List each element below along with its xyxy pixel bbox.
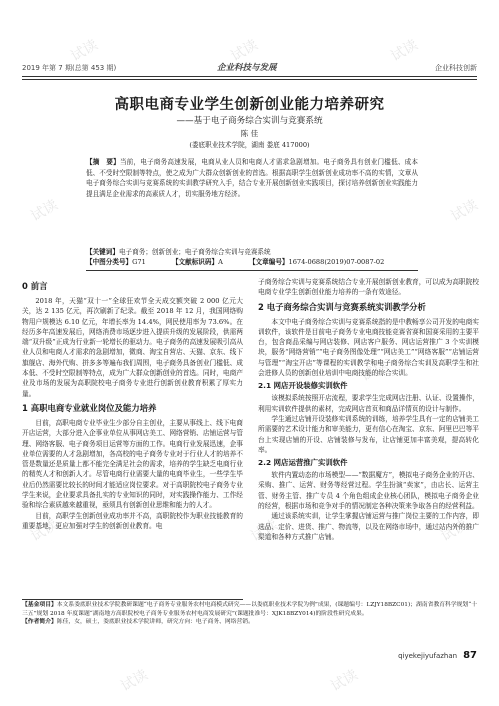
- watermark-text: 试读: [28, 196, 61, 225]
- author-bio-label: 【作者简介】: [22, 619, 57, 626]
- watermark-text: 试读: [388, 36, 421, 65]
- article-no-label: 【文章编号】: [248, 258, 289, 266]
- header-rule: [22, 76, 477, 77]
- paragraph: 该模拟系统按照开店流程，要求学生完成网店注册、认证、设置操作，利用实训软件提供的素材，完成网店首页和商品详情页的设计与制作。: [258, 394, 479, 413]
- author-bio-text: 陈佳，女，硕士，娄底职业技术学院讲师，研究方向：电子商务、网络营销。: [56, 619, 254, 626]
- watermark-text: 试读: [448, 196, 481, 225]
- subsection-heading: 2.1 网店开设装修实训软件: [258, 381, 348, 391]
- section-name: 企业科技创新: [435, 64, 477, 72]
- keywords: [86, 247, 418, 257]
- abstract-rule: [86, 270, 418, 271]
- watermark-text: 试读: [28, 516, 61, 545]
- watermark-text: 试读: [438, 516, 471, 545]
- footnote-rule: [22, 599, 243, 600]
- watermark-text: 试读: [228, 36, 261, 65]
- watermark-text: 试读: [68, 36, 101, 65]
- header-rule-thin: [22, 79, 477, 80]
- left-column: [22, 277, 243, 531]
- abstract-label: 【摘 要】: [86, 158, 120, 166]
- keywords-label: 【关键词】: [86, 248, 119, 256]
- paragraph: 本文中电子商务综合实训与竞赛系统指的是中教畅享公司开发的电商实训软件，该软件是目前电子商务专业电商技能竞赛省赛和国赛采用的主要平台，包含商品采编与网店装修、网店客户服务、网店运营推广 3 个实训模块，服务“网络营销”“电子商务图像处理”“网店美工”“网络客服”“店铺运营与管理”“淘宝开店”等课程的实训教学和电子商务综合实训及高职学生和社会进修人员的创新创业培训中电商技能的综合实训。: [258, 317, 479, 378]
- subsection-heading: 2.2 网店运营推广实训软件: [258, 458, 348, 468]
- footer-site: qiyekejiyufazhan: [398, 652, 458, 660]
- paragraph: 学生通过店铺开设装修实训系统的训练，培养学生具有一定的店铺美工所需要的艺术设计能力和审美能力，更有信心在淘宝、京东、阿里巴巴等平台上实现店铺的开设、店铺装修与发布，让店铺更加丰富美观，提高转化率。: [258, 414, 479, 454]
- article-no-value: 1674-0688(2019)07-0087-02: [288, 258, 385, 266]
- paragraph: 目前，高职学生创新创业成功率并不高，高职院校作为职业技能教育的重要基地，更应加强对学生的创新创业教育。电: [22, 511, 243, 530]
- clc-label: 【中图分类号】: [86, 258, 133, 266]
- section-heading: 0 前言: [22, 281, 48, 291]
- paragraph: 通过该系统实训，让学生掌握店铺运营与推广岗位主要的工作内容，即选品、定价、进货、推广、物流等，以及在网络市场中，通过站内外的推广渠道和各种方式推广店铺。: [258, 512, 479, 541]
- author-affiliation: (娄底职业技术学院，湖南 娄底 417000): [189, 141, 310, 149]
- watermark-text: 试读: [248, 516, 281, 545]
- fund-label: 【基金项目】: [22, 602, 57, 608]
- doc-code-label: 【文献标识码】: [171, 258, 219, 266]
- keywords-text: 电子商务；创新创业；电子商务综合实训与竞赛系统: [118, 248, 271, 256]
- section-heading: 1 高职电商专业就业岗位及能力培养: [22, 402, 157, 413]
- page-footer: [398, 650, 477, 661]
- paragraph: 子商务综合实训与竞赛系统结合专业开展创新创业教育，可以成为高职院校电商专业学生创新创业能力培养的一条有效途径。: [258, 278, 479, 297]
- article-author: 陈 佳: [240, 129, 259, 138]
- paragraph: 软件内置动态的市场模型——“数据魔方”，模拟电子商务企业的开店、采购、推广、运营、财务等经营过程。学生扮演“卖家”，由店长、运营主管、财务主管、推广专员 4 个角色组成企业核心团队，模拟电子商务企业的经营，根据市场和竞争对手的情况制定各种决策来争取各自的经营利益。: [258, 471, 479, 511]
- article-subtitle: ——基于电子商务综合实训与竞赛系统: [176, 116, 323, 126]
- issue-info: 2019 年第 7 期(总第 453 期): [22, 64, 117, 72]
- fund-note: [22, 601, 477, 618]
- paragraph: 2018 年，天猫“双十一”全球狂欢节全天成交额突破 2 000 亿元大关，达 2 135 亿元，再次刷新了纪录。截至 2018 年 12 月，我国网络购物用户规模达 6.10 亿元，年增长率为 14.4%，网民使用率为 73.6%。在经历多年高速发展后，网络消费市场逐步进入提质升级的发展阶段，供需两端“双升级”正成为行业新一轮增长的驱动力。电子商务的高速发展吸引高从业人员和电商人才需求的急剧增加，微商、淘宝自营店、天猫、京东、线下旗舰店、海外代购、拼多多等遍布我们周围，电子商务具备创业门槛低、成本低、不受时空限制等特点，成为广大群众创新创业的首选。同时，电商产业及市场的发展为高职院校电子商务专业进行创新创业教育积累了厚实力量。: [22, 297, 243, 398]
- section-heading: 2 电子商务综合实训与竞赛系统实训教学分析: [258, 301, 426, 312]
- classification-line: [86, 257, 418, 267]
- clc-value: G71: [132, 258, 146, 266]
- abstract: [86, 157, 418, 200]
- watermark-text: 试读: [358, 356, 391, 385]
- author-note: [22, 618, 477, 627]
- fund-text: 本文系娄底职业技术学院教研课题“电子商务专业服务农村电商模式研究——以娄底职业技术学院为例”成果，(课题编号：LZJY18BZC01)；湖南省教育科学规划“十三五”规划 2018 年度课题“湖南地方高职院校电子商务专业服务农村电商发展研究”(课题批准号：XJK18BZY014)的阶段性研究成果。: [22, 602, 477, 617]
- watermark-text: 试读: [328, 666, 361, 695]
- running-header: [22, 60, 477, 76]
- footnote: [22, 601, 477, 627]
- watermark-text: 试读: [118, 666, 151, 695]
- paragraph: 目前，高职电商专业毕业生少部分自主创业，主要从事线上、线下电商开店运营，大部分进入企事业单位从事网店美工、网络营销、店铺运营与管理、网络客服、电子商务项目运营等方面的工作。电商行业发展迅速，企事业单位需要的人才急剧增加，各高校的电子商务专业对于行业人才的培养不管是数量还是质量上都不能完全满足社会的需求，培养的学生缺乏电商行业的精英人才和创新人才。尽管电商行业需要大量的电商毕业生，一些学生毕业后仍然需要比较长的时间才能适应岗位要求。对于高职院校电子商务专业学生来说，企业要求具备扎实的专业知识的同时，对实践操作能力、工作经验和综合素质越来越重视，亟须具有创新创业思维和能力的人才。: [22, 418, 243, 510]
- doc-code-value: A: [218, 258, 223, 266]
- article-title: 高职电商专业学生创新创业能力培养研究: [114, 97, 385, 113]
- journal-name: 企业科技与发展: [217, 63, 277, 73]
- right-column: [258, 277, 479, 542]
- watermark-text: 试读: [148, 356, 181, 385]
- abstract-text: 当前，电子商务高速发展，电商从业人员和电商人才需求急剧增加。电子商务具有创业门槛低、成本低、不受时空限制等特点，使之成为广大群众创新创业的首选。根据高职学生创新创业成功率不高的实情，文章从电子商务综合实训与竞赛系统的实训教学研究入手，结合专业开展创新创业实践项目，探讨培养创新创业实践能力提且满足企业需求的高素质人才，切实服务地方经济。: [86, 158, 419, 199]
- page-number: 87: [463, 650, 477, 661]
